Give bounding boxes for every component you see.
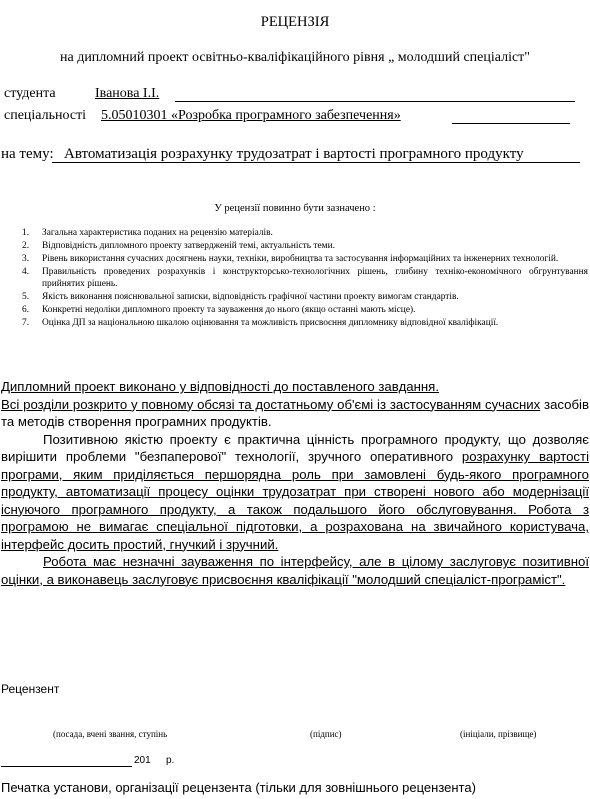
reviewer-label: Рецензент [1, 682, 60, 696]
document-title: РЕЦЕНЗІЯ [260, 14, 330, 30]
list-item: 1. Загальна характеристика поданих на рецензію матеріалів. [22, 228, 273, 238]
list-item: 7. Оцінка ДП за національною шкалою оцінювання та можливість присвоєння дипломнику відповідної кваліфікації. [22, 318, 499, 329]
date-underline [1, 766, 132, 767]
list-item: 4. Правильність проведених розрахунків і конструкторсько-технологічних рішень, глибину техніко-економічного обгрунтування прийнятих рішень. [22, 267, 588, 289]
specialty-value: 5.05010301 «Розробка програмного забезпечення» [101, 108, 401, 123]
theme-value: Автоматизація розрахунку трудозатрат і вартості програмного продукту [64, 146, 524, 162]
review-paragraph-3: Позитивною якістю проекту є практична цінність програмного продукту, що дозволяє вирішити проблеми "безпаперової" технології, зручного оперативного розрахунку вартості програми, яким приділяється першорядна роль при замовлені будь-якого програмного продукту, автоматизації процесу оцінки трудозатрат при створені нового або модернізації існуючого програмного продукту, а також подальшого його обслуговування. Робота з програмою не вимагає спеціальної підготовки, а розрахована на звичайного користувача, інтерфейс досить простий, гнучкий і зручний. [1, 431, 589, 552]
position-label: (посада, вчені звання, ступінь [53, 729, 168, 739]
requirements-list [22, 228, 588, 331]
document-subtitle: на дипломний проект освітньо-кваліфікаційного рівня „ молодший спеціаліст" [59, 50, 531, 65]
list-item: 5. Якість виконання пояснювальної записки, відповідність графічної частини проекту вимогам стандартів. [22, 291, 459, 302]
list-item: 3. Рівень використання сучасних досягнень науки, техніки, виробництва та застосування інформаційних та інженерних технологій. [22, 254, 559, 265]
signature-label: (підпис) [310, 729, 342, 739]
review-body [1, 378, 589, 588]
review-paragraph-4: Робота має незначні зауваження по інтерфейсу, але в цілому заслуговує позитивної оцінки, а виконавець заслуговує присвоєння кваліфікації "молодший спеціаліст-програміст". [1, 554, 589, 587]
stamp-text: Печатка установи, організації рецензента (тільки для зовнішнього рецензента) [1, 780, 476, 795]
year-text: 201 [134, 755, 151, 766]
student-underline [175, 101, 575, 102]
year-suffix: р. [166, 755, 175, 766]
student-label: студента [4, 86, 56, 101]
specialty-underline [452, 123, 570, 124]
list-item: 2. Відповідність дипломного проекту затвердженій темі, актуальність теми. [22, 241, 335, 252]
list-item: 6. Конкретні недоліки дипломного проекту та зауваження до нього (якщо останні мають місце). [22, 304, 416, 315]
initials-label: (ініціали, прізвище) [460, 729, 537, 739]
review-paragraph-1: Дипломний проект виконано у відповідності до поставленого завдання. [1, 379, 439, 394]
theme-label: на тему: [1, 146, 54, 162]
review-paragraph-2: Всі розділи розкрито у повному обсязі та достатньому об'ємі із застосуванням сучасних засобів та методів створення програмних продуктів. [1, 396, 589, 429]
requirements-heading: У рецензії повинно бути зазначено : [214, 203, 376, 214]
student-name: Іванова І.І. [95, 86, 160, 101]
specialty-label: спеціальності [4, 108, 87, 123]
